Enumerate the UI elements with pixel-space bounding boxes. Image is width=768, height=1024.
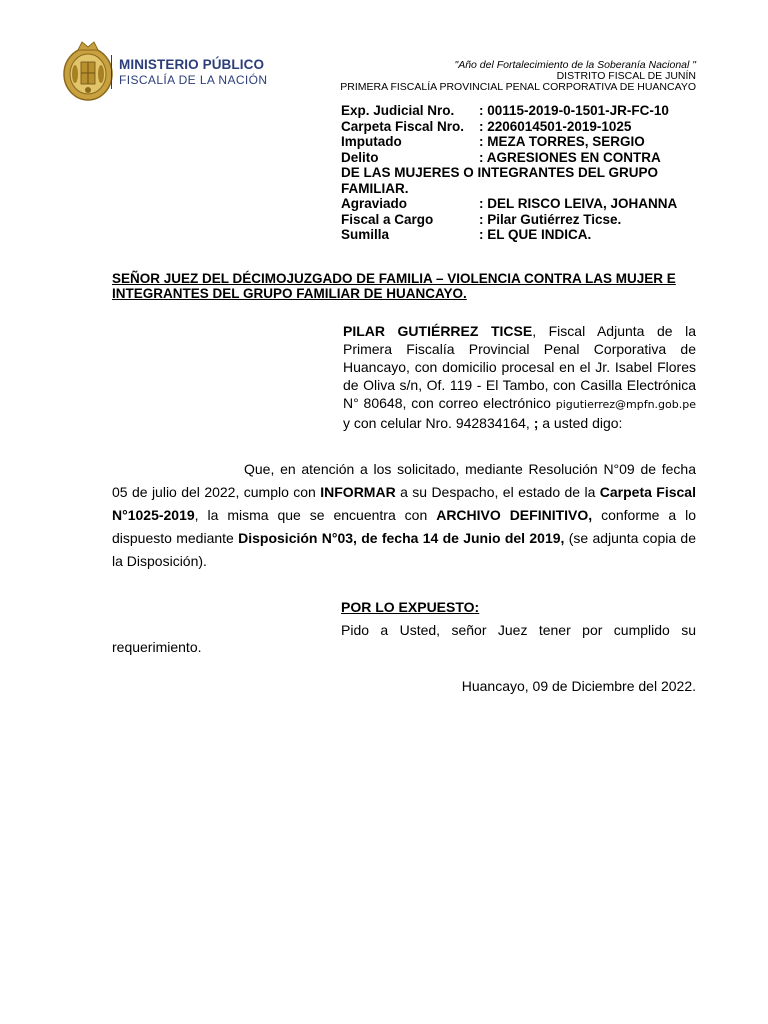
intro-paragraph <box>343 322 696 432</box>
case-row-sumilla <box>341 227 701 243</box>
case-row-fiscal <box>341 212 701 228</box>
por-lo-expuesto-colon: : <box>474 599 480 615</box>
case-label: Delito <box>341 149 379 165</box>
body-emphasis: INFORMAR <box>320 484 396 500</box>
document-date: Huancayo, 09 de Diciembre del 2022. <box>461 678 696 694</box>
body-paragraph <box>112 458 696 573</box>
case-label: Fiscal a Cargo <box>341 211 434 227</box>
org-subtitle: FISCALÍA DE LA NACIÓN <box>119 73 268 87</box>
logo-divider <box>111 55 112 89</box>
body-emphasis: Carpeta Fiscal N°1025-2019 <box>112 484 696 523</box>
case-row-imputado <box>341 134 701 150</box>
case-row-delito <box>341 150 701 166</box>
intro-text: , Fiscal Adjunta de la Primera Fiscalía Provincial Penal Corporativa de Huancayo, con domicilio procesal en el Jr. Isabel Flores de Oliva s/n, Of. 119 - El Tambo, con Casilla Electrónica N° 80648, con correo electrónico <box>343 323 696 411</box>
case-row-agraviado <box>341 196 701 212</box>
prosecutor-name: PILAR GUTIÉRREZ TICSE <box>343 323 533 339</box>
intro-text: y con celular Nro. 942834164, <box>343 415 534 431</box>
case-label: Exp. Judicial Nro. <box>341 103 455 118</box>
case-label: Carpeta Fiscal Nro. <box>341 118 465 134</box>
email-address: pigutierrez@mpfn.gob.pe <box>555 398 696 411</box>
case-value: : 2206014501-2019-1025 <box>479 118 632 134</box>
intro-semicolon: ; <box>533 415 539 431</box>
body-text: , la misma que se encuentra con <box>194 507 437 523</box>
district-name: DISTRITO FISCAL DE JUNÍN <box>556 70 696 82</box>
case-value: : EL QUE INDICA. <box>479 227 592 242</box>
case-label: Sumilla <box>341 227 390 242</box>
case-value: : 00115-2019-0-1501-JR-FC-10 <box>479 103 669 118</box>
body-emphasis: ARCHIVO DEFINITIVO, <box>436 507 593 523</box>
case-value: : Pilar Gutiérrez Ticse. <box>479 211 622 227</box>
case-value: : DEL RISCO LEIVA, JOHANNA <box>479 196 678 211</box>
case-row-exp <box>341 103 701 119</box>
body-text: conforme a lo dispuesto mediante <box>112 507 696 546</box>
body-text: a su Despacho, el estado de la <box>395 484 600 500</box>
case-row-carpeta <box>341 119 701 135</box>
case-value: : AGRESIONES EN CONTRA <box>479 149 661 165</box>
case-value: : MEZA TORRES, SERGIO <box>479 134 645 149</box>
request-paragraph: Pido a Usted, señor Juez tener por cumplido su requerimiento. <box>112 622 696 655</box>
body-text: Que, en atención a los solicitado, mediante Resolución N°09 de fecha 05 de julio del 2022, cumplo con <box>112 461 696 500</box>
case-label: Agraviado <box>341 196 408 211</box>
ministerio-publico-seal-icon <box>62 40 114 102</box>
case-details <box>341 103 701 243</box>
body-emphasis: Disposición N°03, de fecha 14 de Junio del 2019, <box>238 530 565 546</box>
office-name: PRIMERA FISCALÍA PROVINCIAL PENAL CORPORATIVA DE HUANCAYO <box>340 81 696 93</box>
case-value-continuation: DE LAS MUJERES O INTEGRANTES DEL GRUPO FAMILIAR. <box>341 165 659 196</box>
body-text: (se adjunta copia de la Disposición). <box>112 530 697 569</box>
por-lo-expuesto-text: POR LO EXPUESTO <box>341 599 475 615</box>
addressee: SEÑOR JUEZ DEL DÉCIMOJUZGADO DE FAMILIA – VIOLENCIA CONTRA LAS MUJER E INTEGRANTES DEL GRUPO FAMILIAR DE HUANCAYO. <box>112 271 676 301</box>
case-label: Imputado <box>341 134 402 149</box>
org-name: MINISTERIO PÚBLICO <box>119 57 265 72</box>
intro-text: a usted digo: <box>538 415 623 431</box>
year-motto: "Año del Fortalecimiento de la Soberanía Nacional " <box>454 59 696 71</box>
por-lo-expuesto-heading <box>341 599 479 615</box>
